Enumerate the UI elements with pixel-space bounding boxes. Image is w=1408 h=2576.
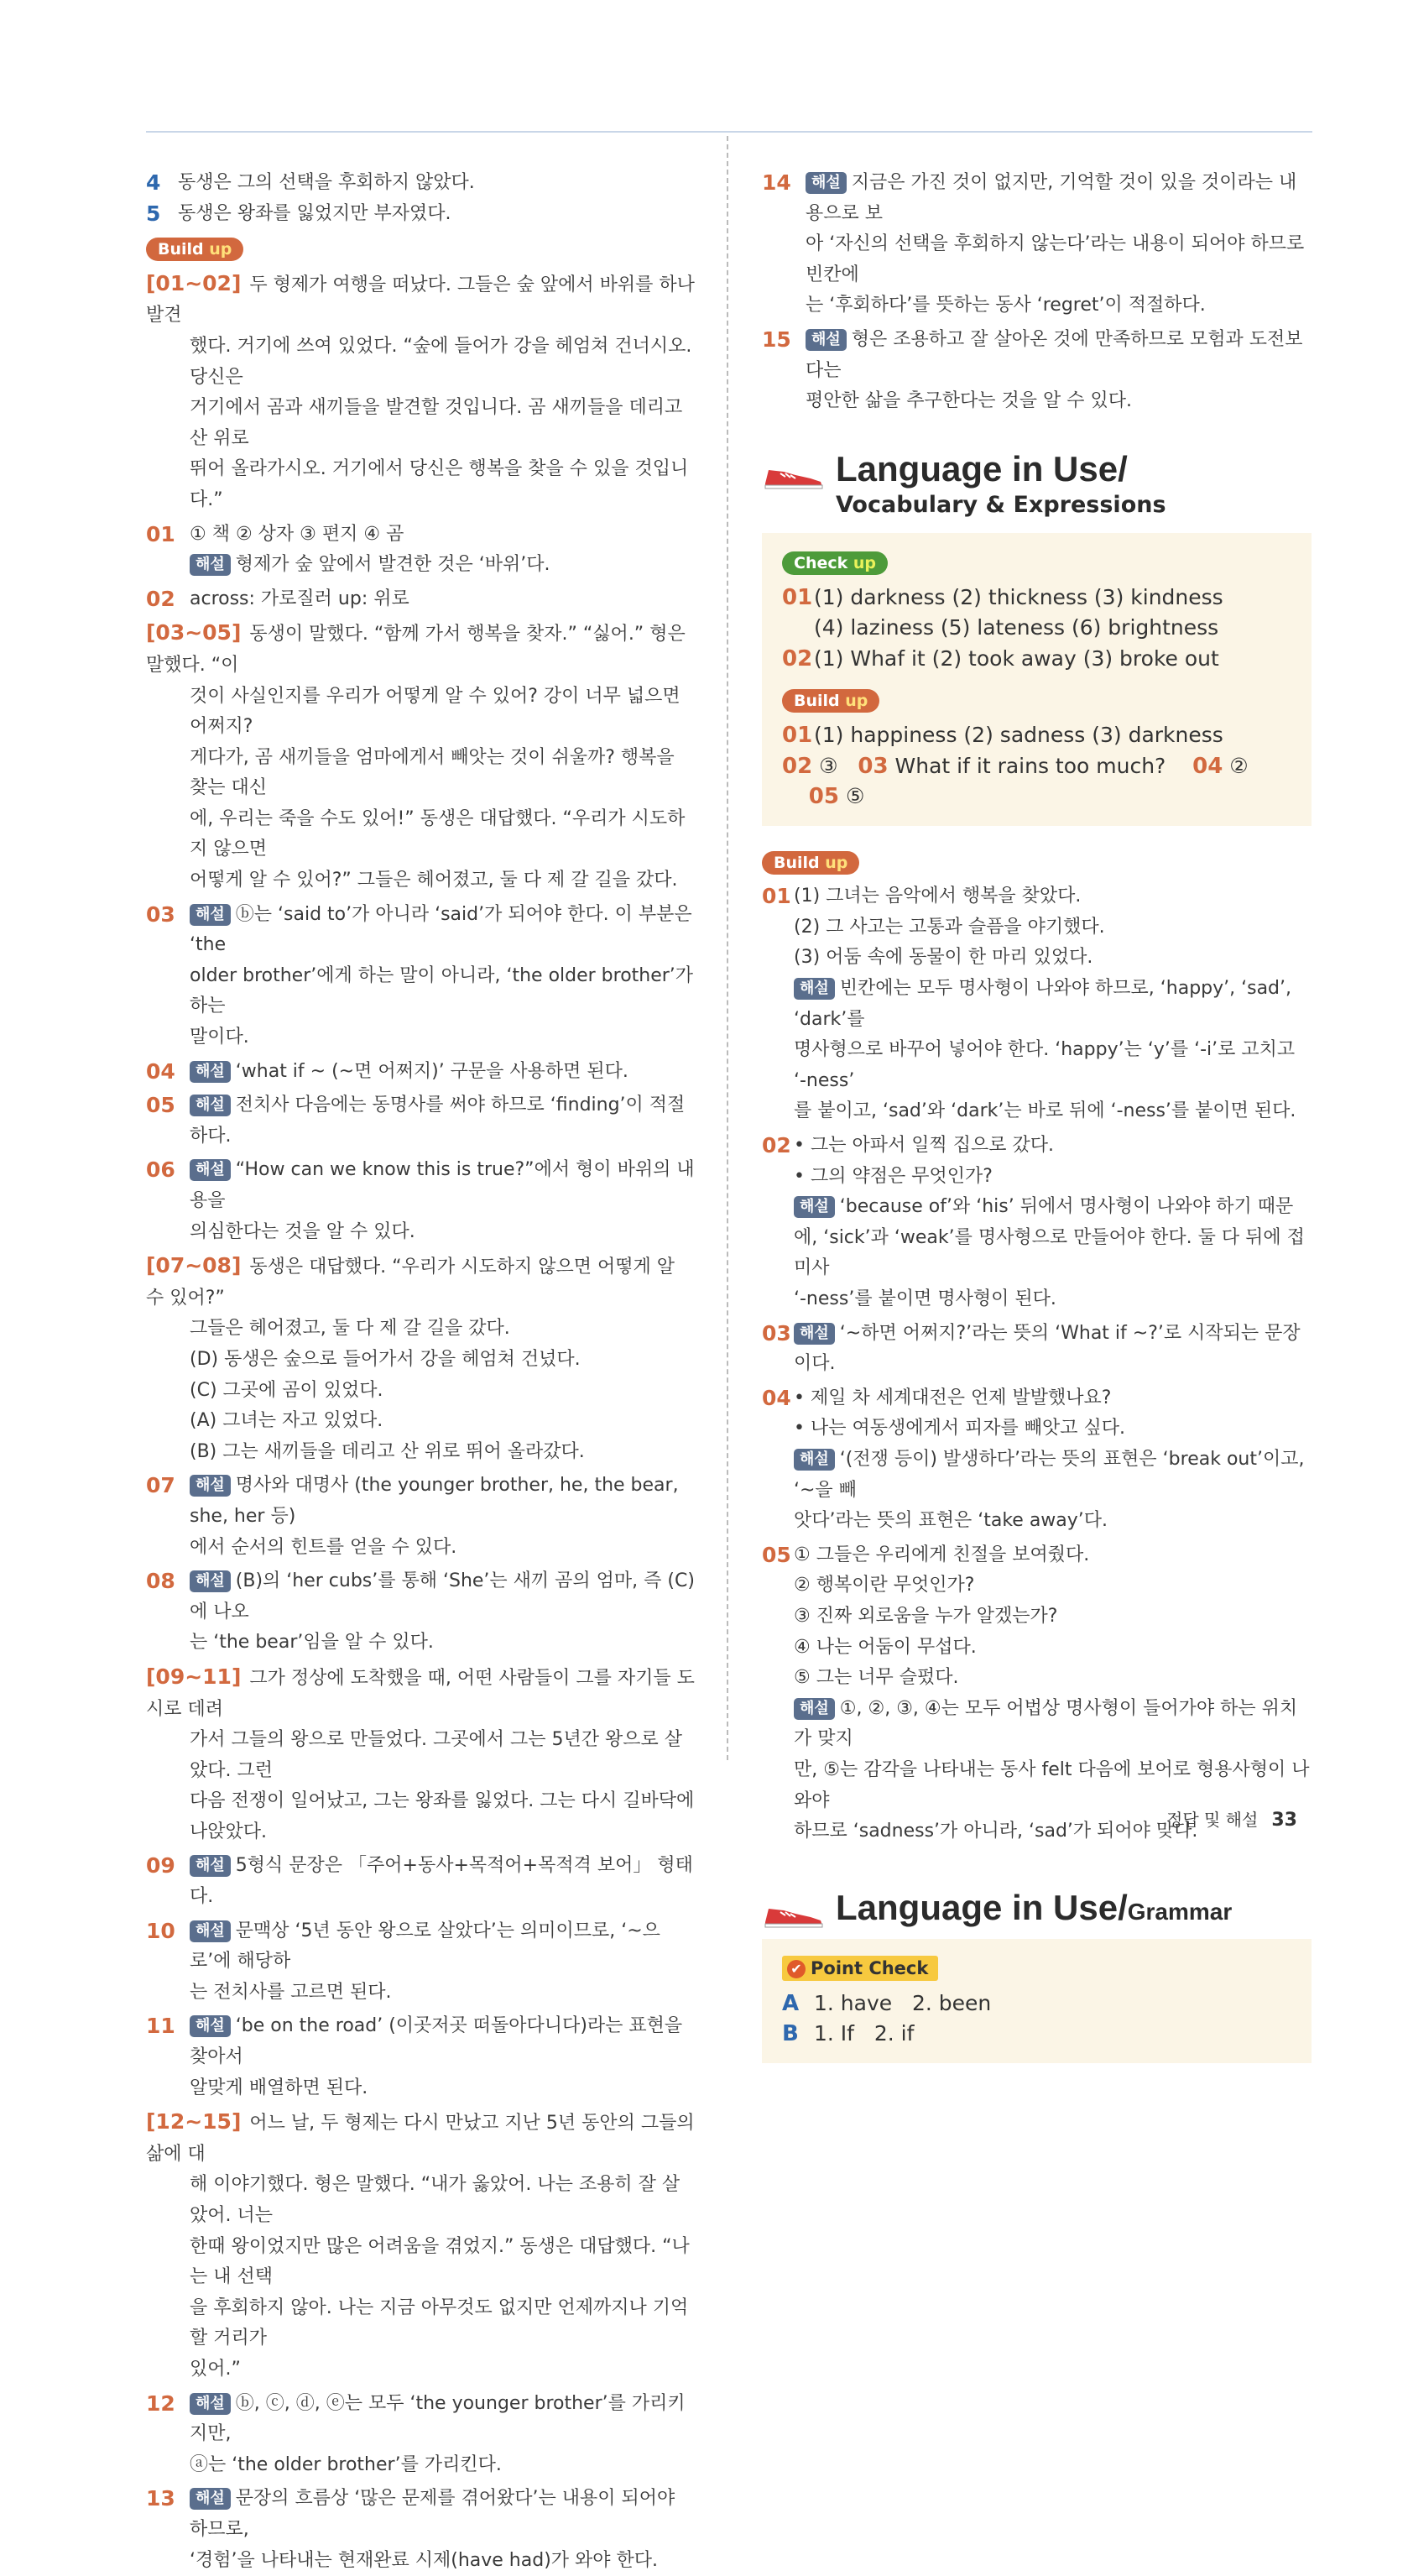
explanation-tag: 해설	[190, 1475, 231, 1497]
passage-12-15: [12~15] 어느 날, 두 형제는 다시 만났고 지난 5년 동안의 그들의 삶에 대 해 이야기했다. 형은 말했다. “내가 옳았어. 나는 조용히 잘 살았어. 너는 한때 왕이었지만 많은 어려움을 겪었지.” 동생은 대답했다. “나는 내 선택 을 후회하지 않아. 나는 지금 아무것도 없지만 언제까지나 기억할 거리가 있어.”	[146, 2109, 695, 2380]
explanation-tag: 해설	[190, 1855, 231, 1877]
explanation-tag: 해설	[190, 554, 231, 576]
explanation-tag: 해설	[794, 1196, 835, 1218]
explanation-tag: 해설	[190, 1570, 231, 1592]
passage-01-02: [01~02] 두 형제가 여행을 떠났다. 그들은 숲 앞에서 바위를 하나 발견 했다. 거기에 쓰여 있었다. “숲에 들어가 강을 헤엄쳐 건너시오. 당신은 거기에서 곰과 새끼들을 발견할 것입니다. 곰 새끼들을 데리고 산 위로 뛰어 올라가시오. 거기에서 당신은 행복을 찾을 수 있을 것입니다.”	[146, 270, 695, 510]
passage-09-11: [09~11] 그가 정상에 도착했을 때, 어떤 사람들이 그를 자기들 도시로 데려 가서 그들의 왕으로 만들었다. 그곳에서 그는 5년간 왕으로 살았다. 그런 다음 전쟁이 일어났고, 그는 왕좌를 잃었다. 그는 다시 길바닥에 나앉았다.	[146, 1664, 695, 1842]
answer-03: 03 해설 ⓑ는 ‘said to’가 아니라 ‘said’가 되어야 한다. 이 부분은 ‘the older brother’에게 하는 말이 아니라, ‘the older brother’가 하는 말이다.	[146, 901, 694, 1048]
explanation-tag: 해설	[190, 2393, 231, 2415]
answer-04: 04 해설 ‘what if ~ (~면 어쩌지)’ 구문을 사용하면 된다.	[146, 1058, 628, 1084]
section-subtitle: Grammar	[1127, 1898, 1233, 1925]
answer-11: 11 해설 ‘be on the road’ (이곳저곳 떠돌아다니다)라는 표현을 찾아서 알맞게 배열하면 된다.	[146, 2014, 683, 2098]
answer-06: 06 해설 “How can we know this is true?”에서 형이 바위의 내용을 의심한다는 것을 알 수 있다.	[146, 1157, 695, 1242]
build-up-badge: Build up	[782, 686, 1291, 717]
sneaker-icon	[762, 1902, 826, 1929]
section-title: Language in Use	[836, 1887, 1119, 1927]
passage-03-05: [03~05] 동생이 말했다. “함께 가서 행복을 찾자.” “싫어.” 형은 말했다. “이 것이 사실인지를 우리가 어떻게 알 수 있어? 강이 너무 넓으면 어쩌지? 게다가, 곰 새끼들을 엄마에게서 빼앗는 것이 쉬울까? 행복을 찾는 대신 에, 우리는 죽을 수도 있어!” 동생은 대답했다. “우리가 시도하지 않으면 어떻게 알 수 있어?” 그들은 헤어졌고, 둘 다 제 갈 길을 갔다.	[146, 620, 686, 891]
explanation-tag: 해설	[190, 1920, 231, 1942]
right-column	[762, 168, 1312, 2063]
section-language-in-use-grammar: Language in Use/Grammar	[762, 1893, 1312, 1930]
explanation-tag: 해설	[190, 2015, 231, 2037]
explanation-tag: 해설	[794, 1323, 835, 1345]
answer-02: 02 across: 가로질러 up: 위로	[146, 586, 409, 611]
buildup-answers-02-05: 02 ③ 03 What if it rains too much? 04 ② 05 ⑤	[782, 753, 1249, 810]
explanation-tag: 해설	[190, 904, 231, 926]
point-check-b: B 1. If 2. if	[782, 2021, 915, 2047]
answer-10: 10 해설 문맥상 ‘5년 동안 왕으로 살았다’는 의미이므로, ‘~으로’에 해당하 는 전치사를 고르면 된다.	[146, 1918, 660, 2003]
check-icon: ✔	[787, 1960, 806, 1978]
answer-05: 05 해설 전치사 다음에는 동명사를 써야 하므로 ‘finding’이 적절하다.	[146, 1093, 686, 1147]
checkup-answer-01: 01 (1) darkness (2) thickness (3) kindness (4) laziness (5) lateness (6) brightness	[782, 584, 1223, 640]
section-subtitle: Vocabulary & Expressions	[836, 492, 1166, 519]
passage-07-08: [07~08] 동생은 대답했다. “우리가 시도하지 않으면 어떻게 알 수 있어?” 그들은 헤어졌고, 둘 다 제 갈 길을 갔다. (D) 동생은 숲으로 들어가서 강을 헤엄쳐 건넜다. (C) 그곳에 곰이 있었다. (A) 그녀는 자고 있었다. (B) 그는 새끼들을 데리고 산 위로 뛰어 올라갔다.	[146, 1253, 675, 1462]
explanation-tag: 해설	[806, 172, 847, 194]
buildup-answer-01: 01 (1) happiness (2) sadness (3) darkness	[782, 722, 1223, 748]
top-rule	[146, 131, 1312, 133]
item-5: 5 동생은 왕좌를 잃었지만 부자였다.	[146, 201, 451, 226]
point-check-a: A 1. have 2. been	[782, 1990, 992, 2016]
answer-12: 12 해설 ⓑ, ⓒ, ⓓ, ⓔ는 모두 ‘the younger brother’를 가리키지만, ⓐ는 ‘the older brother’를 가리킨다.	[146, 2391, 686, 2475]
explanation-tag: 해설	[190, 2488, 231, 2510]
column-divider	[727, 136, 728, 1760]
explanation-tag: 해설	[794, 1698, 835, 1720]
footer-label: 정답 및 해설	[1166, 1810, 1259, 1830]
explanation-tag: 해설	[190, 1159, 231, 1181]
page-number: 33	[1271, 1810, 1297, 1831]
check-up-badge: Check up	[782, 548, 1291, 579]
check-up-box	[762, 533, 1312, 826]
left-column	[146, 168, 696, 2576]
item-4: 4 동생은 그의 선택을 후회하지 않았다.	[146, 170, 475, 195]
vocab-02: 02 • 그는 아파서 일찍 집으로 갔다. • 그의 약점은 무엇인가? 해설 ‘because of’와 ‘his’ 뒤에서 명사형이 나와야 하기 때문 에, ‘sick’과 ‘weak’를 명사형으로 만들어야 한다. 둘 다 뒤에 접미사 ‘-ness’를 붙이면 명사형이 된다.	[762, 1133, 1305, 1309]
answer-14: 14 해설 지금은 가진 것이 없지만, 기억할 것이 있을 것이라는 내용으로 보 아 ‘자신의 선택을 후회하지 않는다’라는 내용이 되어야 하므로 빈칸에 는 ‘후회하다’를 뜻하는 동사 ‘regret’이 적절하다.	[762, 170, 1305, 316]
vocab-05: 05 ① 그들은 우리에게 친절을 보여줬다. ② 행복이란 무엇인가? ③ 진짜 외로움을 누가 알겠는가? ④ 나는 어둠이 무섭다. ⑤ 그는 너무 슬펐다. 해설 ①, ②, ③, ④는 모두 어법상 명사형이 들어가야 하는 위치가 맞지 만, ⑤는 감각을 나타내는 동사 felt 다음에 보어로 형용사형이 나와야 하므로 ‘sadness’가 아니라, ‘sad’가 되어야 맞다.	[762, 1542, 1310, 1842]
answer-09: 09 해설 5형식 문장은 「주어+동사+목적어+목적격 보어」 형태다.	[146, 1853, 693, 1908]
build-up-badge-2: Build up	[762, 848, 1312, 879]
vocab-01: 01 (1) 그녀는 음악에서 행복을 찾았다. (2) 그 사고는 고통과 슬픔을 야기했다. (3) 어둠 속에 동물이 한 마리 있었다. 해설 빈칸에는 모두 명사형이 나와야 하므로, ‘happy’, ‘sad’, ‘dark’를 명사형으로 바꾸어 넣어야 한다. ‘happy’는 ‘y’를 ‘-i’로 고치고 ‘-ness’ 를 붙이고, ‘sad’와 ‘dark’는 바로 뒤에 ‘-ness’를 붙이면 된다.	[762, 884, 1296, 1122]
explanation-tag: 해설	[794, 978, 835, 1000]
answer-13: 13 해설 문장의 흐름상 ‘많은 문제를 겪어왔다’는 내용이 되어야 하므로, ‘경험’을 나타내는 현재완료 시제(have had)가 와야 한다.	[146, 2486, 675, 2571]
vocab-04: 04 • 제일 차 세계대전은 언제 발발했나요? • 나는 여동생에게서 피자를 빼앗고 싶다. 해설 ‘(전쟁 등이) 발생하다’라는 뜻의 표현은 ‘break out’이고, ‘~을 빼 앗다’라는 뜻의 표현은 ‘take away’다.	[762, 1385, 1305, 1532]
explanation-tag: 해설	[190, 1061, 231, 1083]
checkup-answer-02: 02 (1) Whaf it (2) took away (3) broke out	[782, 645, 1219, 671]
section-title: Language in Use	[836, 448, 1119, 489]
explanation-tag: 해설	[794, 1449, 835, 1471]
page-footer	[1166, 1806, 1297, 1831]
point-check-badge: ✔ Point Check	[782, 1954, 1291, 1985]
section-language-in-use-vocab: Language in Use/ Vocabulary & Expressions	[762, 454, 1312, 521]
answer-15: 15 해설 형은 조용하고 잘 살아온 것에 만족하므로 모험과 도전보다는 평안한 삶을 추구한다는 것을 알 수 있다.	[762, 327, 1303, 412]
answer-07: 07 해설 명사와 대명사 (the younger brother, he, the bear, she, her 등) 에서 순서의 힌트를 얻을 수 있다.	[146, 1473, 679, 1558]
build-up-badge: Build up	[146, 234, 696, 265]
vocab-03: 03 해설 ‘~하면 어쩌지?’라는 뜻의 ‘What if ~?’로 시작되는 문장이다.	[762, 1320, 1301, 1375]
sneaker-icon	[762, 463, 826, 490]
point-check-box	[762, 1939, 1312, 2063]
answer-08: 08 해설 (B)의 ‘her cubs’를 통해 ‘She’는 새끼 곰의 엄마, 즉 (C)에 나오 는 ‘the bear’임을 알 수 있다.	[146, 1569, 695, 1654]
explanation-tag: 해설	[806, 329, 847, 351]
answer-01: 01 ① 책 ② 상자 ③ 편지 ④ 곰 해설 형제가 숲 앞에서 발견한 것은 ‘바위’다.	[146, 521, 550, 576]
explanation-tag: 해설	[190, 1095, 231, 1116]
